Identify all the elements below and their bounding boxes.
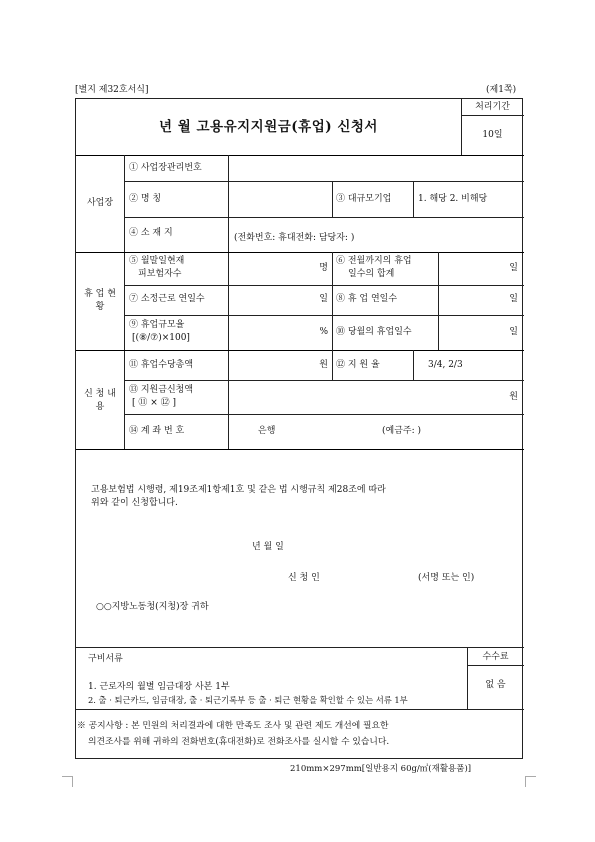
closure-scale-label-2: [(⑧/⑦)×100] xyxy=(132,333,190,343)
insured-count-unit: 명 xyxy=(319,263,328,273)
large-company-label: ③ 대규모기업 xyxy=(336,194,392,204)
form-number: [별지 제32호서식] xyxy=(75,85,149,95)
business-address-label: ④ 소 재 지 xyxy=(129,228,173,238)
cumulative-days-label-1: ⑥ 전월까지의 휴업 xyxy=(336,256,412,266)
processing-period-label: 처리기간 xyxy=(475,102,510,112)
support-rate-label: ⑫ 지 원 율 xyxy=(336,360,380,370)
bank-label: 은행 xyxy=(258,426,276,436)
page-indicator: (제1쪽) xyxy=(486,85,517,95)
status-section-label-1: 휴 업 현 xyxy=(84,289,116,299)
processing-period-value: 10일 xyxy=(482,130,503,140)
contact-phone-line: (전화번호: 휴대전화: 담당자: ) xyxy=(234,233,355,243)
closure-days-label: ⑧ 휴 업 연일수 xyxy=(336,294,398,304)
declaration-text-1: 고용보험법 시행령, 제19조제1항제1호 및 같은 법 시행규칙 제28조에 따라 xyxy=(91,485,386,495)
signature-label: (서명 또는 인) xyxy=(418,573,475,583)
paper-size-footer: 210mm×297mm[일반용지 60g/㎡(재활용품)] xyxy=(290,764,472,774)
insured-count-label-1: ⑤ 월말일현재 xyxy=(129,256,185,266)
declaration-date: 년 월 일 xyxy=(252,542,284,552)
fee-value: 없 음 xyxy=(485,680,506,690)
required-document-1: 1. 근로자의 월별 임금대장 사본 1부 xyxy=(88,682,230,692)
cumulative-days-unit: 일 xyxy=(509,263,518,273)
closure-days-unit: 일 xyxy=(509,294,518,304)
insured-count-label-2: 피보험자수 xyxy=(138,269,182,279)
status-section-label-2: 황 xyxy=(95,302,105,312)
request-section-label-1: 신 청 내 xyxy=(84,389,116,399)
month-days-unit: 일 xyxy=(509,327,518,337)
business-name-label: ② 명 칭 xyxy=(129,194,162,204)
request-amount-label-2: [ ⑪ × ⑫ ] xyxy=(132,398,177,408)
required-documents-label: 구비서류 xyxy=(88,654,123,664)
required-document-2: 2. 출 · 퇴근카드, 임금대장, 출 · 퇴근기록부 등 출 · 퇴근 현황을 확인할 수 있는 서류 1부 xyxy=(88,695,408,705)
closure-scale-label-1: ⑨ 휴업규모율 xyxy=(129,320,185,330)
cumulative-days-label-2: 일수의 합계 xyxy=(348,269,395,279)
work-days-label: ⑦ 소정근로 연일수 xyxy=(129,294,205,304)
large-company-options: 1. 해당 2. 비해당 xyxy=(418,194,488,204)
account-number-label: ⑭ 계 좌 번 호 xyxy=(129,426,185,436)
crop-mark-left xyxy=(62,776,73,787)
applicant-label: 신 청 인 xyxy=(288,573,320,583)
allowance-total-label: ⑪ 휴업수당총액 xyxy=(129,360,194,370)
allowance-total-unit: 원 xyxy=(319,360,328,370)
support-rate-value: 3/4, 2/3 xyxy=(428,360,463,370)
form-title: 년 월 고용유지지원금(휴업) 신청서 xyxy=(159,119,378,135)
declaration-text-2: 위와 같이 신청합니다. xyxy=(91,498,178,508)
request-section-label-2: 용 xyxy=(95,402,105,412)
crop-mark-right xyxy=(525,776,536,787)
recipient-line: ○○지방노동청(지청)장 귀하 xyxy=(96,602,209,612)
fee-label: 수수료 xyxy=(482,652,509,662)
closure-scale-unit: % xyxy=(319,327,328,337)
notice-line-1: ※ 공지사항 : 본 민원의 처리결과에 대한 만족도 조사 및 관련 제도 개선에 필요한 xyxy=(77,721,389,731)
business-section-label: 사업장 xyxy=(86,198,114,208)
notice-line-2: 의견조사를 위해 귀하의 전화번호(휴대전화)로 전화조사를 실시할 수 있습니다. xyxy=(88,737,390,747)
application-form xyxy=(75,98,523,759)
request-amount-unit: 원 xyxy=(509,392,518,402)
request-amount-label-1: ⑬ 지원금신청액 xyxy=(129,385,194,395)
work-days-unit: 일 xyxy=(319,294,328,304)
month-days-label: ⑩ 당월의 휴업일수 xyxy=(336,327,412,337)
business-reg-no-label: ① 사업장관리번호 xyxy=(129,163,202,173)
account-holder-label: (예금주: ) xyxy=(382,426,421,436)
